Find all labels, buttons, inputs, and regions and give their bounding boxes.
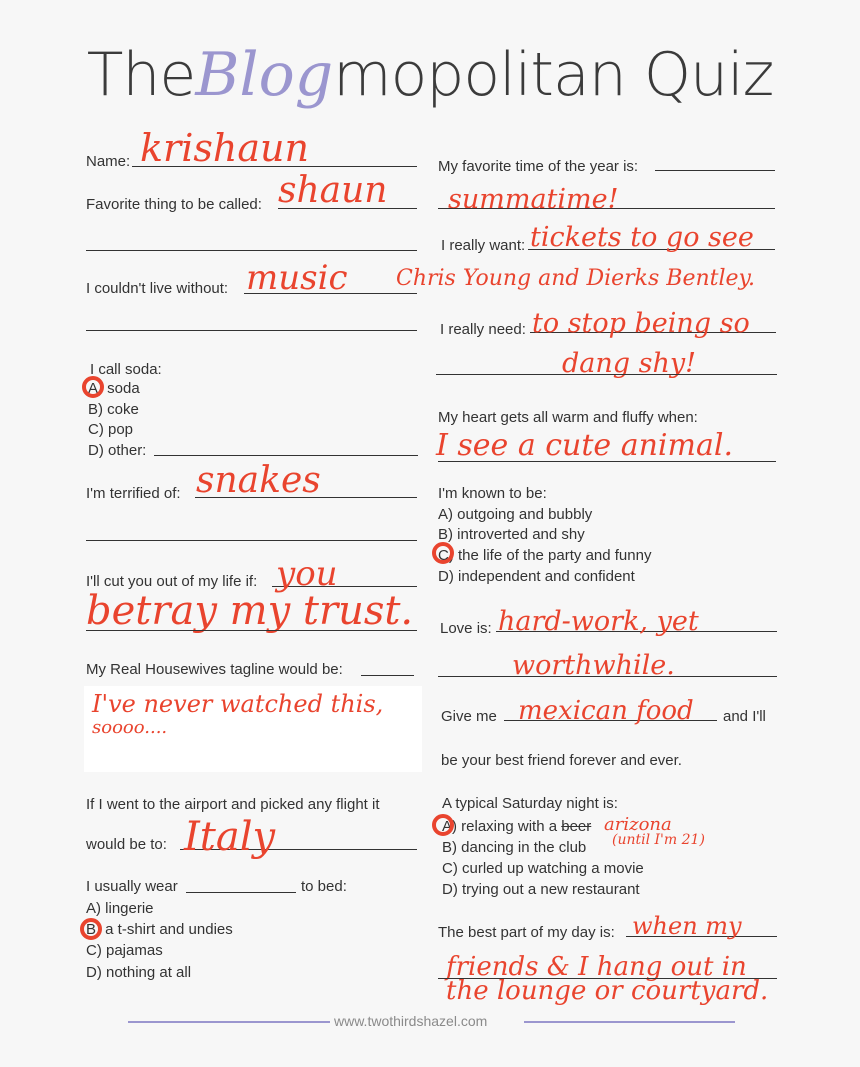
time-label: My favorite time of the year is:: [438, 158, 639, 175]
page-title: [0, 40, 860, 110]
need-line-2: [436, 374, 777, 375]
time-line-2: [438, 208, 775, 209]
cut-label: I'll cut you out of my life if:: [86, 573, 258, 590]
heart-answer: I see a cute animal.: [436, 428, 733, 463]
known-option-b: B) introverted and shy: [438, 526, 585, 543]
title-blog: Blog: [195, 40, 334, 110]
title-pre: The: [86, 40, 196, 110]
soda-other-line: [154, 455, 418, 456]
soda-label: I call soda:: [90, 361, 162, 378]
called-answer: shaun: [278, 170, 388, 211]
love-answer-2: worthwhile.: [512, 650, 675, 681]
love-line-2: [438, 676, 777, 677]
title-post: mopolitan Quiz: [333, 40, 774, 110]
love-answer-1: hard-work, yet: [498, 606, 699, 637]
tagline-line: [361, 675, 414, 676]
airport-label-1: If I went to the airport and picked any flight it: [86, 796, 380, 813]
footer-rule-left: [128, 1021, 330, 1023]
best-label: The best part of my day is:: [438, 924, 615, 941]
name-label: Name:: [86, 153, 131, 170]
known-option-c: C) the life of the party and funny: [438, 547, 652, 564]
airport-label-2: would be to:: [86, 836, 167, 853]
name-answer: krishaun: [140, 126, 309, 170]
wear-option-b: B) a t-shirt and undies: [86, 921, 233, 938]
saturday-option-d: D) trying out a new restaurant: [442, 881, 640, 898]
saturday-option-c: C) curled up watching a movie: [442, 860, 644, 877]
saturday-label: A typical Saturday night is:: [442, 795, 618, 812]
cut-line-2: [86, 630, 417, 631]
selection-circle: [80, 918, 102, 940]
known-option-a: A) outgoing and bubbly: [438, 506, 593, 523]
give-label-2: and I'll: [723, 708, 766, 725]
time-line: [655, 170, 775, 171]
struck-word: beer: [561, 818, 592, 835]
saturday-option-a-text: A) relaxing with a: [442, 818, 558, 835]
cut-answer-2: betray my trust.: [86, 588, 414, 634]
need-answer-2: dang shy!: [562, 348, 696, 379]
give-answer: mexican food: [518, 696, 694, 726]
terrified-answer: snakes: [196, 460, 321, 501]
saturday-answer: arizona: [604, 814, 672, 835]
wear-label-1: I usually wear: [86, 878, 178, 895]
saturday-option-b: B) dancing in the club: [442, 839, 587, 856]
time-answer: summatime!: [448, 184, 619, 215]
cut-answer-1: you: [276, 554, 338, 594]
soda-option-b: B) coke: [88, 401, 139, 418]
soda-option-c: C) pop: [88, 421, 134, 438]
need-label: I really need:: [440, 321, 526, 338]
wear-option-c: C) pajamas: [86, 942, 163, 959]
blank-line: [86, 250, 417, 251]
want-answer-1: tickets to go see: [530, 222, 754, 253]
need-answer-1: to stop being so: [532, 308, 750, 339]
terrified-label: I'm terrified of:: [86, 485, 181, 502]
soda-option-d: D) other:: [88, 442, 147, 459]
saturday-note: (until I'm 21): [612, 832, 705, 848]
give-label-1: Give me: [441, 708, 497, 725]
selection-circle: [432, 542, 454, 564]
footer-url: www.twothirdshazel.com: [334, 1013, 488, 1029]
want-label: I really want:: [441, 237, 526, 254]
best-answer-2: friends & I hang out in: [446, 952, 747, 982]
live-label: I couldn't live without:: [86, 280, 229, 297]
best-answer-1: when my: [632, 912, 742, 940]
wear-line: [186, 892, 296, 893]
heart-line: [438, 461, 776, 462]
airport-answer: Italy: [184, 814, 276, 860]
live-answer: music: [246, 258, 348, 298]
blank-line: [86, 540, 417, 541]
wear-option-a: A) lingerie: [86, 900, 154, 917]
soda-option-a: A) soda: [88, 380, 140, 397]
called-label: Favorite thing to be called:: [86, 196, 262, 213]
love-label: Love is:: [440, 620, 492, 637]
selection-circle: [82, 376, 104, 398]
blank-line: [86, 330, 417, 331]
selection-circle: [432, 814, 454, 836]
tagline-answer-2: soooo....: [92, 717, 168, 738]
heart-label: My heart gets all warm and fluffy when:: [438, 409, 698, 426]
tagline-label: My Real Housewives tagline would be:: [86, 661, 343, 678]
tagline-answer-1: I've never watched this,: [92, 690, 384, 718]
known-option-d: D) independent and confident: [438, 568, 635, 585]
best-answer-3: the lounge or courtyard.: [446, 976, 769, 1006]
wear-label-2: to bed:: [301, 878, 347, 895]
known-label: I'm known to be:: [438, 485, 547, 502]
want-answer-2: Chris Young and Dierks Bentley.: [396, 266, 756, 291]
footer-rule-right: [524, 1021, 735, 1023]
wear-option-d: D) nothing at all: [86, 964, 192, 981]
give-label-3: be your best friend forever and ever.: [441, 752, 682, 769]
saturday-option-a: [442, 818, 591, 835]
